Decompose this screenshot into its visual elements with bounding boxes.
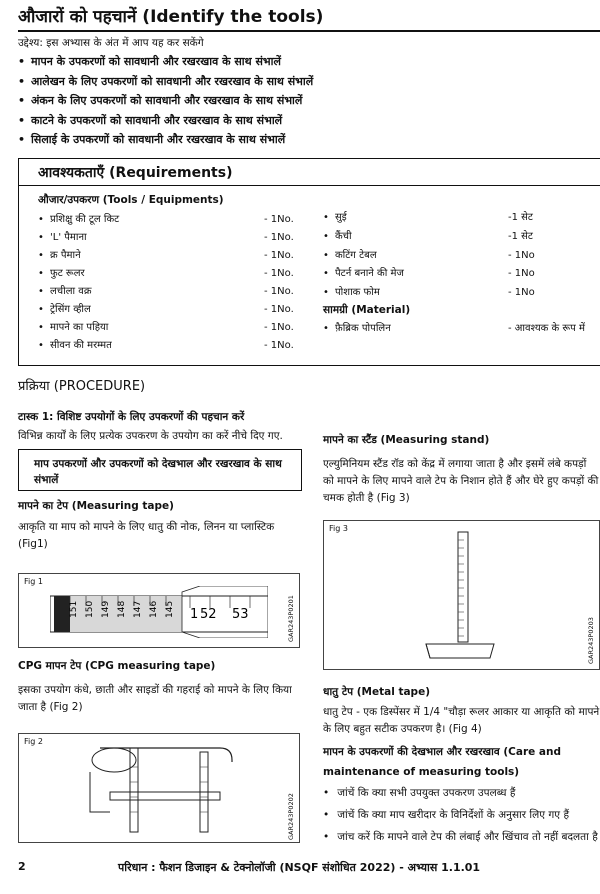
objective-item: • मापन के उपकरणों को सावधानी और रखरखाव के साथ संभालें: [18, 52, 313, 72]
title-divider: [18, 30, 600, 32]
care-callout-text: माप उपकरणों और उपकरणों को देखभाल और रखरखाव के साथ संभालें: [34, 458, 282, 486]
stand-description: एल्युमिनियम स्टैंड रॉड को केंद्र में लगाया जाता है और इसमें लंबे कपड़ों को मापने के लिए मापने वाले टेप के निशान होते हैं और घेरे हुए कपड़ों की चमक होती है (Fig 3): [323, 458, 599, 504]
measuring-stand-illustration: [420, 526, 500, 666]
care-points-list: [323, 782, 598, 848]
procedure-heading: प्रक्रिया (PROCEDURE): [18, 379, 146, 394]
care-point: • जांच करें कि मापने वाले टेप की लंबाई और खिंचाव तो नहीं बदलता है: [323, 826, 598, 848]
figure-1-code: GAR243P0201: [287, 595, 295, 642]
page-title: औजारों को पहचानें (Identify the tools): [18, 7, 324, 27]
tape-number: 146: [149, 600, 159, 618]
tool-qty: - 1No: [508, 287, 535, 298]
footer-text: परिधान : फैशन डिजाइन & टेक्नोलॉजी (NSQF संशोधित 2022) - अभ्यास 1.1.01: [118, 861, 481, 874]
tool-qty: - 1No: [508, 250, 535, 261]
tape-number-large: 53: [232, 607, 249, 622]
tape-number: 145: [165, 600, 175, 618]
cpg-heading: CPG मापन टेप (CPG measuring tape): [18, 660, 216, 672]
tool-item: • कैंची: [323, 231, 352, 242]
figure-2-code: GAR243P0202: [287, 793, 295, 840]
tool-qty: - 1No.: [264, 250, 294, 261]
material-heading: सामग्री (Material): [323, 304, 411, 316]
tape-number: 149: [101, 600, 111, 618]
metal-tape-description: धातु टेप - एक डिस्पेंसर में 1/4 "चौड़ा रूलर आकार या आकृति को मापने के लिए बहुत सटीक उपकरण है। (Fig 4): [323, 706, 600, 735]
objective-item: • काटने के उपकरणों को सावधानी और रखरखाव के साथ संभालें: [18, 111, 313, 131]
figure-3-code: GAR243P0203: [587, 617, 595, 664]
care-point: • जांचें कि क्या सभी उपयुक्त उपकरण उपलब्ध हैं: [323, 782, 598, 804]
tool-qty: -1 सेट: [508, 212, 533, 223]
tool-item: • सुई: [323, 212, 347, 223]
objective-list: [18, 52, 313, 150]
tool-item: • सीवन की मरम्मत: [38, 340, 112, 351]
tool-item: • लचीला वक्र: [38, 286, 92, 297]
tool-qty: -1 सेट: [508, 231, 533, 242]
tool-qty: - 1No.: [264, 286, 294, 297]
objective-item: • अंकन के लिए उपकरणों को सावधानी और रखरखाव के साथ संभालें: [18, 91, 313, 111]
tool-qty: - 1No.: [264, 340, 294, 351]
cpg-description: इसका उपयोग कंधे, छाती और साइडों की गहराई को मापने के लिए किया जाता है (Fig 2): [18, 684, 292, 713]
tool-qty: - 1No: [508, 268, 535, 279]
tape-number: 147: [133, 600, 143, 618]
stand-heading: मापने का स्टैंड (Measuring stand): [323, 434, 490, 446]
tape-number: 148: [117, 600, 127, 618]
tool-qty: - 1No.: [264, 304, 294, 315]
figure-1-label: Fig 1: [24, 577, 43, 586]
tool-item: • 'L' पैमाना: [38, 232, 87, 243]
material-qty: - आवश्यक के रूप में: [508, 323, 585, 334]
care-heading: मापन के उपकरणों की देखभाल और रखरखाव (Care and maintenance of measuring tools): [323, 746, 561, 778]
metal-tape-heading: धातु टेप (Metal tape): [323, 686, 430, 698]
material-item: • फ़ैब्रिक पोपलिन: [323, 323, 391, 334]
page-number: 2: [18, 860, 26, 873]
tape-number: 151: [69, 600, 79, 618]
tape-number-large: 52: [200, 607, 217, 622]
objective-item: • आलेखन के लिए उपकरणों को सावधानी और रखरखाव के साथ संभालें: [18, 72, 313, 92]
requirements-title: आवश्यकताएँ (Requirements): [38, 165, 233, 181]
task1-description: विभिन्न कार्यों के लिए प्रत्येक उपकरण के उपयोग का करें नीचे दिए गए.: [18, 430, 283, 442]
tool-item: • मापने का पहिया: [38, 322, 109, 333]
objective-intro: उद्देश्य: इस अभ्यास के अंत में आप यह कर सकेंगे: [18, 37, 204, 49]
tape-number: 150: [85, 600, 95, 618]
tool-qty: - 1No.: [264, 214, 294, 225]
tool-qty: - 1No.: [264, 268, 294, 279]
care-point: • जांचें कि क्या माप खरीदार के विनिर्देशों के अनुसार लिए गए हैं: [323, 804, 598, 826]
tool-qty: - 1No.: [264, 322, 294, 333]
tool-item: • पोशाक फोम: [323, 287, 380, 298]
tool-item: • क्र पैमाने: [38, 250, 81, 261]
tool-item: • कटिंग टेबल: [323, 250, 377, 261]
measuring-tape-illustration: [50, 586, 268, 638]
cpg-measuring-tape-illustration: [70, 742, 270, 838]
tool-item: • ट्रेसिंग व्हील: [38, 304, 91, 315]
objective-item: • सिलाई के उपकरणों को सावधानी और रखरखाव के साथ संभालें: [18, 130, 313, 150]
tool-item: • फुट रूलर: [38, 268, 85, 279]
tape-heading: मापने का टेप (Measuring tape): [18, 500, 174, 512]
tool-item: • प्रशिक्षु की टूल किट: [38, 214, 120, 225]
tools-heading: औजार/उपकरण (Tools / Equipments): [38, 194, 224, 206]
figure-2-label: Fig 2: [24, 737, 43, 746]
tool-item: • पैटर्न बनाने की मेज: [323, 268, 404, 279]
tape-number-large: 1: [190, 607, 199, 622]
task1-heading: टास्क 1: विशिष्ट उपयोगों के लिए उपकरणों की पहचान करें: [18, 411, 245, 423]
tool-qty: - 1No.: [264, 232, 294, 243]
figure-3-label: Fig 3: [329, 524, 348, 533]
tape-description: आकृति या माप को मापने के लिए धातु की नोक, लिनन या प्लास्टिक (Fig1): [18, 521, 275, 550]
